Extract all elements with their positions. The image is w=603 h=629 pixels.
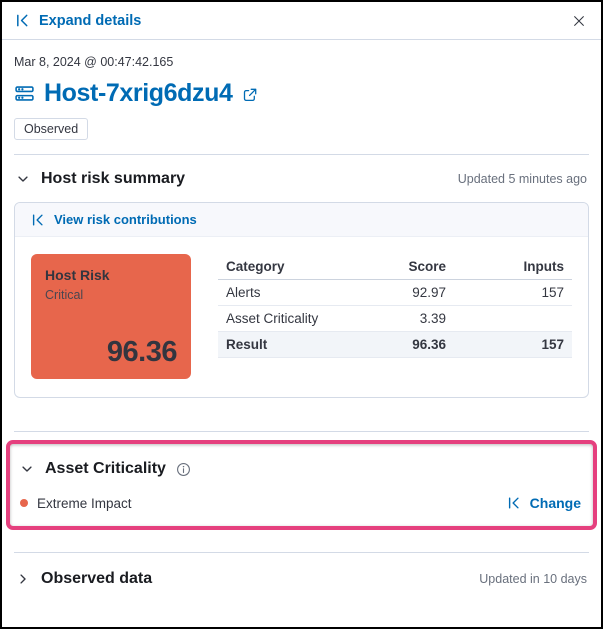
observed-data-title: Observed data — [41, 570, 153, 587]
expand-details-button[interactable] — [15, 13, 141, 29]
table-header-row — [218, 254, 572, 280]
risk-card-score: 96.36 — [106, 336, 177, 368]
table-row — [218, 280, 572, 306]
risk-updated-text: Updated 5 minutes ago — [457, 172, 587, 186]
change-label: Change — [529, 495, 581, 511]
host-risk-card — [31, 254, 191, 379]
cell-category: Result — [218, 332, 342, 358]
chevron-down-icon — [16, 172, 30, 186]
cell-category: Alerts — [218, 280, 342, 306]
cell-score: 96.36 — [342, 332, 454, 358]
cell-category: Asset Criticality — [218, 306, 342, 332]
risk-card-title: Host Risk — [45, 267, 110, 283]
view-risk-contributions-button[interactable] — [31, 212, 572, 227]
column-header-inputs: Inputs — [454, 254, 572, 280]
arrow-start-icon — [31, 213, 45, 227]
divider — [14, 431, 589, 432]
cell-inputs: 157 — [454, 332, 572, 358]
cell-score: 92.97 — [342, 280, 454, 306]
table-row-result — [218, 332, 572, 358]
host-name-link[interactable]: Host-7xrig6dzu4 — [44, 79, 233, 107]
observed-data-header — [14, 553, 589, 605]
risk-card-level: Critical — [45, 288, 84, 302]
observed-updated-text: Updated in 10 days — [479, 572, 587, 586]
impact-level-dot-icon — [20, 499, 28, 507]
view-risk-contributions-label: View risk contributions — [54, 212, 197, 227]
chevron-right-icon — [16, 572, 30, 586]
risk-summary-panel — [14, 202, 589, 398]
open-in-new-icon[interactable] — [242, 87, 258, 103]
observed-data-toggle[interactable] — [16, 570, 152, 588]
change-criticality-button[interactable] — [507, 495, 581, 511]
observed-badge: Observed — [14, 118, 88, 140]
column-header-category: Category — [218, 254, 342, 280]
risk-panel-header — [15, 203, 588, 237]
impact-level-label: Extreme Impact — [37, 495, 132, 511]
asset-criticality-header — [18, 447, 583, 478]
risk-panel-body — [15, 237, 588, 397]
risk-contributions-table — [218, 254, 572, 358]
host-risk-summary-title: Host risk summary — [41, 170, 186, 187]
flyout-header — [2, 2, 601, 40]
host-risk-summary-header — [14, 155, 589, 197]
cell-inputs — [454, 306, 572, 332]
asset-criticality-highlight — [6, 440, 597, 530]
event-timestamp: Mar 8, 2024 @ 00:47:42.165 — [14, 55, 174, 69]
close-icon[interactable] — [572, 14, 586, 28]
info-icon[interactable] — [176, 462, 191, 477]
flyout-content — [2, 55, 601, 432]
cell-score: 3.39 — [342, 306, 454, 332]
asset-criticality-value-row — [18, 495, 583, 511]
storage-icon — [14, 83, 35, 104]
table-row — [218, 306, 572, 332]
asset-criticality-title: Asset Criticality — [45, 460, 166, 477]
expand-details-label: Expand details — [39, 12, 142, 29]
arrow-start-icon — [507, 496, 521, 510]
chevron-down-icon[interactable] — [20, 462, 34, 476]
host-risk-summary-toggle[interactable] — [16, 170, 185, 188]
cell-inputs: 157 — [454, 280, 572, 306]
arrow-start-icon — [15, 13, 30, 28]
host-title-row — [14, 79, 589, 108]
column-header-score: Score — [342, 254, 454, 280]
